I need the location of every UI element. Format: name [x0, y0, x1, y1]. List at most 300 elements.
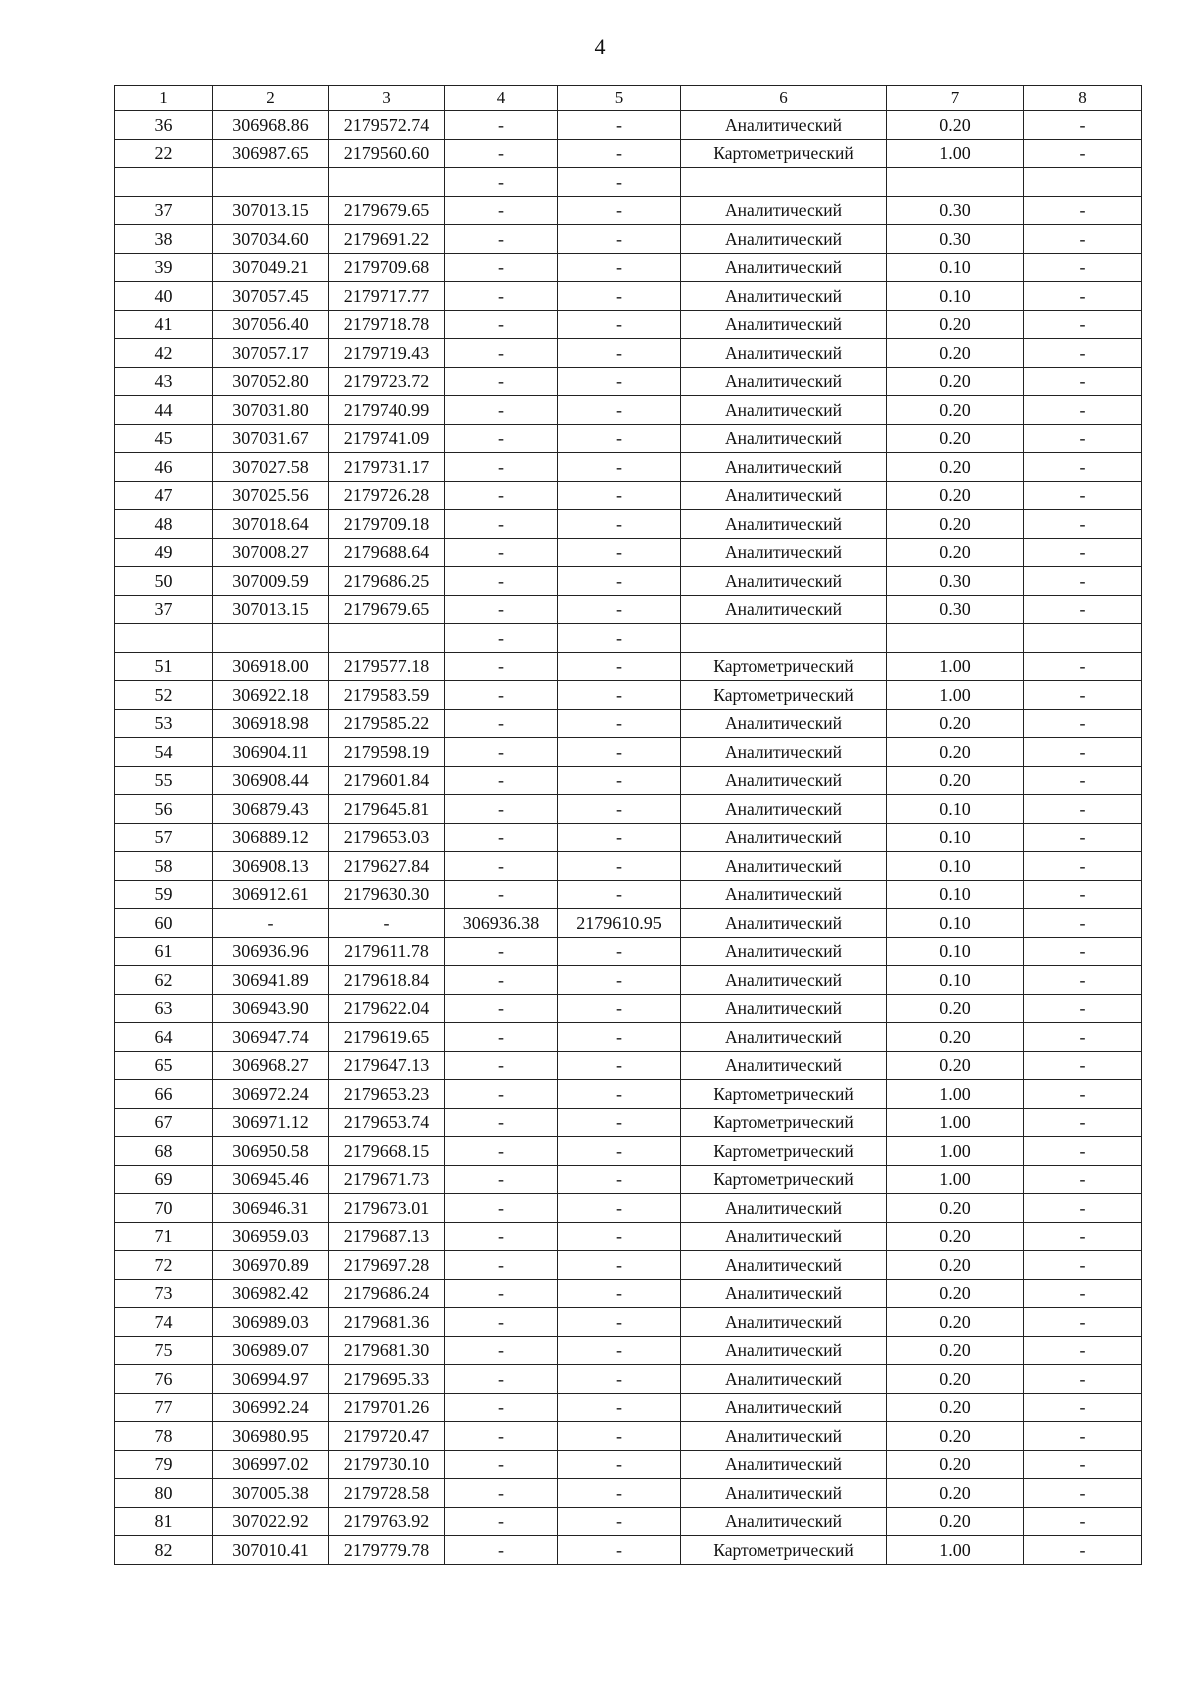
table-cell: -	[445, 453, 558, 482]
table-cell: -	[445, 253, 558, 282]
table-cell: 0.20	[887, 538, 1024, 567]
table-cell: 0.20	[887, 111, 1024, 140]
table-cell: -	[445, 1251, 558, 1280]
table-cell: 2179585.22	[329, 709, 445, 738]
table-row	[115, 111, 1142, 140]
table-cell: 2179671.73	[329, 1165, 445, 1194]
table-cell: -	[445, 738, 558, 767]
table-cell: -	[445, 880, 558, 909]
table-cell: 54	[115, 738, 213, 767]
table-cell: 306879.43	[213, 795, 329, 824]
table-cell: 0.10	[887, 823, 1024, 852]
table-cell: Аналитический	[681, 538, 887, 567]
table-cell: 71	[115, 1222, 213, 1251]
table-cell: 0.20	[887, 510, 1024, 539]
table-cell: -	[558, 1080, 681, 1109]
table-cell: 307005.38	[213, 1479, 329, 1508]
table-cell: -	[558, 652, 681, 681]
table-cell: 0.20	[887, 339, 1024, 368]
table-cell	[329, 624, 445, 653]
table-cell: Аналитический	[681, 1450, 887, 1479]
table-cell: 0.10	[887, 880, 1024, 909]
table-cell: -	[558, 1051, 681, 1080]
table-cell: 0.10	[887, 282, 1024, 311]
table-cell: -	[558, 1393, 681, 1422]
table-cell: 307027.58	[213, 453, 329, 482]
table-cell: 73	[115, 1279, 213, 1308]
table-cell: Аналитический	[681, 196, 887, 225]
table-cell: -	[558, 1108, 681, 1137]
table-cell: -	[1024, 909, 1142, 938]
table-cell: Аналитический	[681, 823, 887, 852]
table-row	[115, 994, 1142, 1023]
table-cell: 37	[115, 595, 213, 624]
table-cell: 0.20	[887, 367, 1024, 396]
table-cell: 306943.90	[213, 994, 329, 1023]
table-cell	[115, 624, 213, 653]
table-cell: 22	[115, 139, 213, 168]
table-cell: 2179610.95	[558, 909, 681, 938]
table-cell: 72	[115, 1251, 213, 1280]
table-cell	[213, 168, 329, 197]
table-cell: 307010.41	[213, 1536, 329, 1565]
table-cell: Аналитический	[681, 453, 887, 482]
table-cell: 307057.45	[213, 282, 329, 311]
table-cell: -	[558, 1279, 681, 1308]
table-cell: 51	[115, 652, 213, 681]
table-cell: 2179779.78	[329, 1536, 445, 1565]
table-cell: 68	[115, 1137, 213, 1166]
table-cell: -	[445, 1194, 558, 1223]
table-cell: 307022.92	[213, 1507, 329, 1536]
table-row	[115, 624, 1142, 653]
table-cell: 74	[115, 1308, 213, 1337]
table-cell: 40	[115, 282, 213, 311]
table-cell: -	[445, 709, 558, 738]
table-cell: -	[558, 1507, 681, 1536]
table-cell: -	[1024, 567, 1142, 596]
table-cell: Аналитический	[681, 766, 887, 795]
table-cell: -	[445, 567, 558, 596]
table-cell: 80	[115, 1479, 213, 1508]
table-cell: -	[558, 1251, 681, 1280]
table-cell: Аналитический	[681, 1051, 887, 1080]
table-cell: -	[1024, 538, 1142, 567]
table-cell: 306959.03	[213, 1222, 329, 1251]
table-cell: 69	[115, 1165, 213, 1194]
table-cell: 0.10	[887, 909, 1024, 938]
table-cell: 2179728.58	[329, 1479, 445, 1508]
table-row	[115, 966, 1142, 995]
table-cell: -	[445, 1023, 558, 1052]
table-cell: 307013.15	[213, 196, 329, 225]
table-cell: Аналитический	[681, 909, 887, 938]
table-cell: -	[1024, 139, 1142, 168]
table-cell: 2179686.25	[329, 567, 445, 596]
table-cell: Аналитический	[681, 253, 887, 282]
table-cell: -	[1024, 994, 1142, 1023]
table-cell: Аналитический	[681, 795, 887, 824]
table-cell: Аналитический	[681, 1479, 887, 1508]
table-cell: 307049.21	[213, 253, 329, 282]
table-cell: Аналитический	[681, 1336, 887, 1365]
table-cell: 61	[115, 937, 213, 966]
table-cell: -	[445, 1450, 558, 1479]
table-cell: 0.20	[887, 396, 1024, 425]
table-cell: -	[1024, 1222, 1142, 1251]
table-row	[115, 1450, 1142, 1479]
table-row	[115, 652, 1142, 681]
table-cell: 1.00	[887, 652, 1024, 681]
table-cell: 2179673.01	[329, 1194, 445, 1223]
table-cell: -	[445, 681, 558, 710]
table-cell: 0.20	[887, 1308, 1024, 1337]
table-body	[115, 86, 1142, 1565]
table-cell: -	[1024, 111, 1142, 140]
table-cell: 76	[115, 1365, 213, 1394]
table-cell: 306980.95	[213, 1422, 329, 1451]
table-cell: -	[558, 481, 681, 510]
column-header: 6	[681, 86, 887, 111]
table-cell: Аналитический	[681, 1422, 887, 1451]
table-cell: -	[1024, 510, 1142, 539]
table-cell: -	[558, 139, 681, 168]
table-cell: 2179701.26	[329, 1393, 445, 1422]
table-cell: -	[445, 1051, 558, 1080]
table-cell: 306950.58	[213, 1137, 329, 1166]
table-cell: -	[1024, 709, 1142, 738]
table-cell: 44	[115, 396, 213, 425]
table-cell: -	[445, 196, 558, 225]
table-cell: 56	[115, 795, 213, 824]
table-cell: -	[1024, 453, 1142, 482]
table-cell: -	[1024, 966, 1142, 995]
table-cell: 0.10	[887, 966, 1024, 995]
table-cell: 2179763.92	[329, 1507, 445, 1536]
table-cell: 306992.24	[213, 1393, 329, 1422]
table-cell: 2179726.28	[329, 481, 445, 510]
table-row	[115, 909, 1142, 938]
table-row	[115, 367, 1142, 396]
table-cell: 1.00	[887, 681, 1024, 710]
table-row	[115, 738, 1142, 767]
coordinates-table	[114, 85, 1142, 1565]
table-cell: -	[445, 1393, 558, 1422]
table-cell: -	[558, 1308, 681, 1337]
table-cell: -	[445, 595, 558, 624]
table-cell: -	[1024, 738, 1142, 767]
table-row	[115, 1365, 1142, 1394]
table-cell: Аналитический	[681, 1279, 887, 1308]
table-cell: 0.20	[887, 709, 1024, 738]
table-cell: -	[1024, 766, 1142, 795]
table-cell: 0.20	[887, 1336, 1024, 1365]
table-cell: -	[445, 1336, 558, 1365]
table-cell: -	[558, 852, 681, 881]
table-cell: 2179740.99	[329, 396, 445, 425]
column-header: 5	[558, 86, 681, 111]
column-header: 4	[445, 86, 558, 111]
table-cell: -	[1024, 424, 1142, 453]
table-row	[115, 1251, 1142, 1280]
column-header: 1	[115, 86, 213, 111]
table-cell: 1.00	[887, 1080, 1024, 1109]
table-cell: -	[329, 909, 445, 938]
table-cell: Аналитический	[681, 852, 887, 881]
table-cell: -	[1024, 1279, 1142, 1308]
table-cell: -	[558, 766, 681, 795]
table-cell: -	[1024, 396, 1142, 425]
table-cell: 306908.13	[213, 852, 329, 881]
table-cell: 2179697.28	[329, 1251, 445, 1280]
table-row	[115, 1308, 1142, 1337]
table-cell: -	[445, 795, 558, 824]
table-cell: 306946.31	[213, 1194, 329, 1223]
table-cell: 0.30	[887, 567, 1024, 596]
column-header: 8	[1024, 86, 1142, 111]
table-row	[115, 1479, 1142, 1508]
table-cell: 0.20	[887, 1365, 1024, 1394]
table-cell: 306918.98	[213, 709, 329, 738]
table-cell: Картометрический	[681, 1108, 887, 1137]
table-cell: 2179668.15	[329, 1137, 445, 1166]
table-cell: Аналитический	[681, 396, 887, 425]
table-cell: 38	[115, 225, 213, 254]
table-cell: 306908.44	[213, 766, 329, 795]
table-cell: Аналитический	[681, 937, 887, 966]
table-cell: 2179717.77	[329, 282, 445, 311]
table-cell: -	[1024, 339, 1142, 368]
table-cell: 2179618.84	[329, 966, 445, 995]
table-cell: 64	[115, 1023, 213, 1052]
table-cell: 2179647.13	[329, 1051, 445, 1080]
table-cell: -	[445, 168, 558, 197]
table-cell	[115, 168, 213, 197]
table-cell: 307052.80	[213, 367, 329, 396]
table-cell: 306968.27	[213, 1051, 329, 1080]
table-cell: 306989.03	[213, 1308, 329, 1337]
table-cell: -	[445, 225, 558, 254]
table-cell: -	[558, 1479, 681, 1508]
table-row	[115, 1507, 1142, 1536]
table-cell: -	[558, 111, 681, 140]
table-cell: 0.20	[887, 1194, 1024, 1223]
table-cell: -	[1024, 1308, 1142, 1337]
table-cell: Аналитический	[681, 1194, 887, 1223]
table-cell: 0.20	[887, 1422, 1024, 1451]
table-cell: -	[558, 709, 681, 738]
table-cell: -	[558, 966, 681, 995]
table-row	[115, 937, 1142, 966]
table-row	[115, 253, 1142, 282]
table-cell: -	[558, 823, 681, 852]
table-cell: 41	[115, 310, 213, 339]
table-cell: -	[1024, 795, 1142, 824]
table-cell: -	[558, 567, 681, 596]
table-cell: Аналитический	[681, 1507, 887, 1536]
table-cell: -	[558, 424, 681, 453]
table-cell: 0.20	[887, 424, 1024, 453]
table-cell: -	[445, 481, 558, 510]
table-row	[115, 1108, 1142, 1137]
table-cell: 0.20	[887, 1023, 1024, 1052]
table-cell: 79	[115, 1450, 213, 1479]
table-cell: 0.20	[887, 1251, 1024, 1280]
table-cell: 0.10	[887, 253, 1024, 282]
table-cell: -	[445, 1080, 558, 1109]
table-cell: -	[1024, 1051, 1142, 1080]
table-row	[115, 196, 1142, 225]
table-cell: -	[445, 1137, 558, 1166]
table-cell: 306971.12	[213, 1108, 329, 1137]
table-cell: 2179577.18	[329, 652, 445, 681]
table-cell: Аналитический	[681, 282, 887, 311]
table-cell: 306936.38	[445, 909, 558, 938]
table-cell: Аналитический	[681, 1023, 887, 1052]
table-row	[115, 282, 1142, 311]
table-row	[115, 1137, 1142, 1166]
table-row	[115, 880, 1142, 909]
table-cell	[1024, 624, 1142, 653]
table-row	[115, 795, 1142, 824]
table-cell: -	[445, 994, 558, 1023]
table-cell: Аналитический	[681, 424, 887, 453]
table-row	[115, 852, 1142, 881]
table-cell: 2179686.24	[329, 1279, 445, 1308]
table-cell: -	[445, 1479, 558, 1508]
table-cell: 306970.89	[213, 1251, 329, 1280]
table-cell: 307031.67	[213, 424, 329, 453]
table-cell: 2179688.64	[329, 538, 445, 567]
table-cell: -	[445, 424, 558, 453]
table-cell: Картометрический	[681, 1137, 887, 1166]
table-cell: Аналитический	[681, 709, 887, 738]
table-cell: Аналитический	[681, 994, 887, 1023]
table-cell: 2179718.78	[329, 310, 445, 339]
table-cell: 55	[115, 766, 213, 795]
table-cell: -	[1024, 225, 1142, 254]
table-row	[115, 1222, 1142, 1251]
table-cell: 0.20	[887, 1051, 1024, 1080]
table-cell: 46	[115, 453, 213, 482]
table-cell: 307025.56	[213, 481, 329, 510]
table-cell: 53	[115, 709, 213, 738]
table-cell: -	[445, 139, 558, 168]
table-cell: 0.20	[887, 994, 1024, 1023]
table-cell: -	[445, 310, 558, 339]
table-cell	[887, 168, 1024, 197]
table-cell: 0.20	[887, 766, 1024, 795]
table-cell: 47	[115, 481, 213, 510]
table-cell: -	[445, 538, 558, 567]
page-number: 4	[594, 34, 606, 59]
table-cell: -	[558, 795, 681, 824]
table-cell: -	[1024, 595, 1142, 624]
table-cell: 45	[115, 424, 213, 453]
table-cell: -	[1024, 1536, 1142, 1565]
table-cell: -	[1024, 282, 1142, 311]
table-cell	[887, 624, 1024, 653]
table-cell: 63	[115, 994, 213, 1023]
table-cell: -	[1024, 1165, 1142, 1194]
table-cell: 50	[115, 567, 213, 596]
table-cell: -	[445, 111, 558, 140]
table-cell: 2179691.22	[329, 225, 445, 254]
table-cell: 43	[115, 367, 213, 396]
table-cell: 0.20	[887, 1279, 1024, 1308]
table-row	[115, 510, 1142, 539]
table-cell: -	[558, 738, 681, 767]
table-cell: -	[558, 1336, 681, 1365]
table-cell: Аналитический	[681, 595, 887, 624]
table-cell: 2179630.30	[329, 880, 445, 909]
table-cell: 306972.24	[213, 1080, 329, 1109]
table-cell: 306922.18	[213, 681, 329, 710]
table-cell: 2179679.65	[329, 196, 445, 225]
table-row	[115, 709, 1142, 738]
table-cell: Картометрический	[681, 1080, 887, 1109]
table-cell: 2179731.17	[329, 453, 445, 482]
table-cell: -	[445, 339, 558, 368]
table-row	[115, 1279, 1142, 1308]
table-cell: 57	[115, 823, 213, 852]
table-cell: 306904.11	[213, 738, 329, 767]
table-row	[115, 1165, 1142, 1194]
table-cell: -	[1024, 823, 1142, 852]
table-cell: Аналитический	[681, 111, 887, 140]
table-cell: 306968.86	[213, 111, 329, 140]
column-header: 7	[887, 86, 1024, 111]
table-cell: Картометрический	[681, 1165, 887, 1194]
table-cell: -	[558, 1023, 681, 1052]
table-cell: Аналитический	[681, 510, 887, 539]
table-cell: 306989.07	[213, 1336, 329, 1365]
table-cell: -	[445, 1108, 558, 1137]
table-cell	[329, 168, 445, 197]
table-row	[115, 1422, 1142, 1451]
table-cell: 0.20	[887, 1479, 1024, 1508]
table-cell: -	[445, 1165, 558, 1194]
table-row	[115, 396, 1142, 425]
table-cell: Аналитический	[681, 738, 887, 767]
table-cell: Аналитический	[681, 1365, 887, 1394]
table-cell: 82	[115, 1536, 213, 1565]
table-row	[115, 339, 1142, 368]
table-row	[115, 766, 1142, 795]
table-cell: 37	[115, 196, 213, 225]
table-row	[115, 823, 1142, 852]
table-cell: Аналитический	[681, 1251, 887, 1280]
table-row	[115, 168, 1142, 197]
table-cell: -	[445, 1308, 558, 1337]
table-cell: -	[558, 1222, 681, 1251]
table-cell: -	[1024, 1080, 1142, 1109]
table-cell: -	[1024, 481, 1142, 510]
table-cell: -	[445, 282, 558, 311]
table-cell: 2179653.03	[329, 823, 445, 852]
table-cell: 306889.12	[213, 823, 329, 852]
table-cell: 48	[115, 510, 213, 539]
table-cell: 36	[115, 111, 213, 140]
table-cell: -	[1024, 367, 1142, 396]
table-cell: -	[445, 966, 558, 995]
table-cell: -	[558, 1137, 681, 1166]
table-cell: -	[558, 681, 681, 710]
table-cell: 306941.89	[213, 966, 329, 995]
table-cell: 0.20	[887, 1222, 1024, 1251]
table-row	[115, 1336, 1142, 1365]
table-cell: -	[558, 253, 681, 282]
